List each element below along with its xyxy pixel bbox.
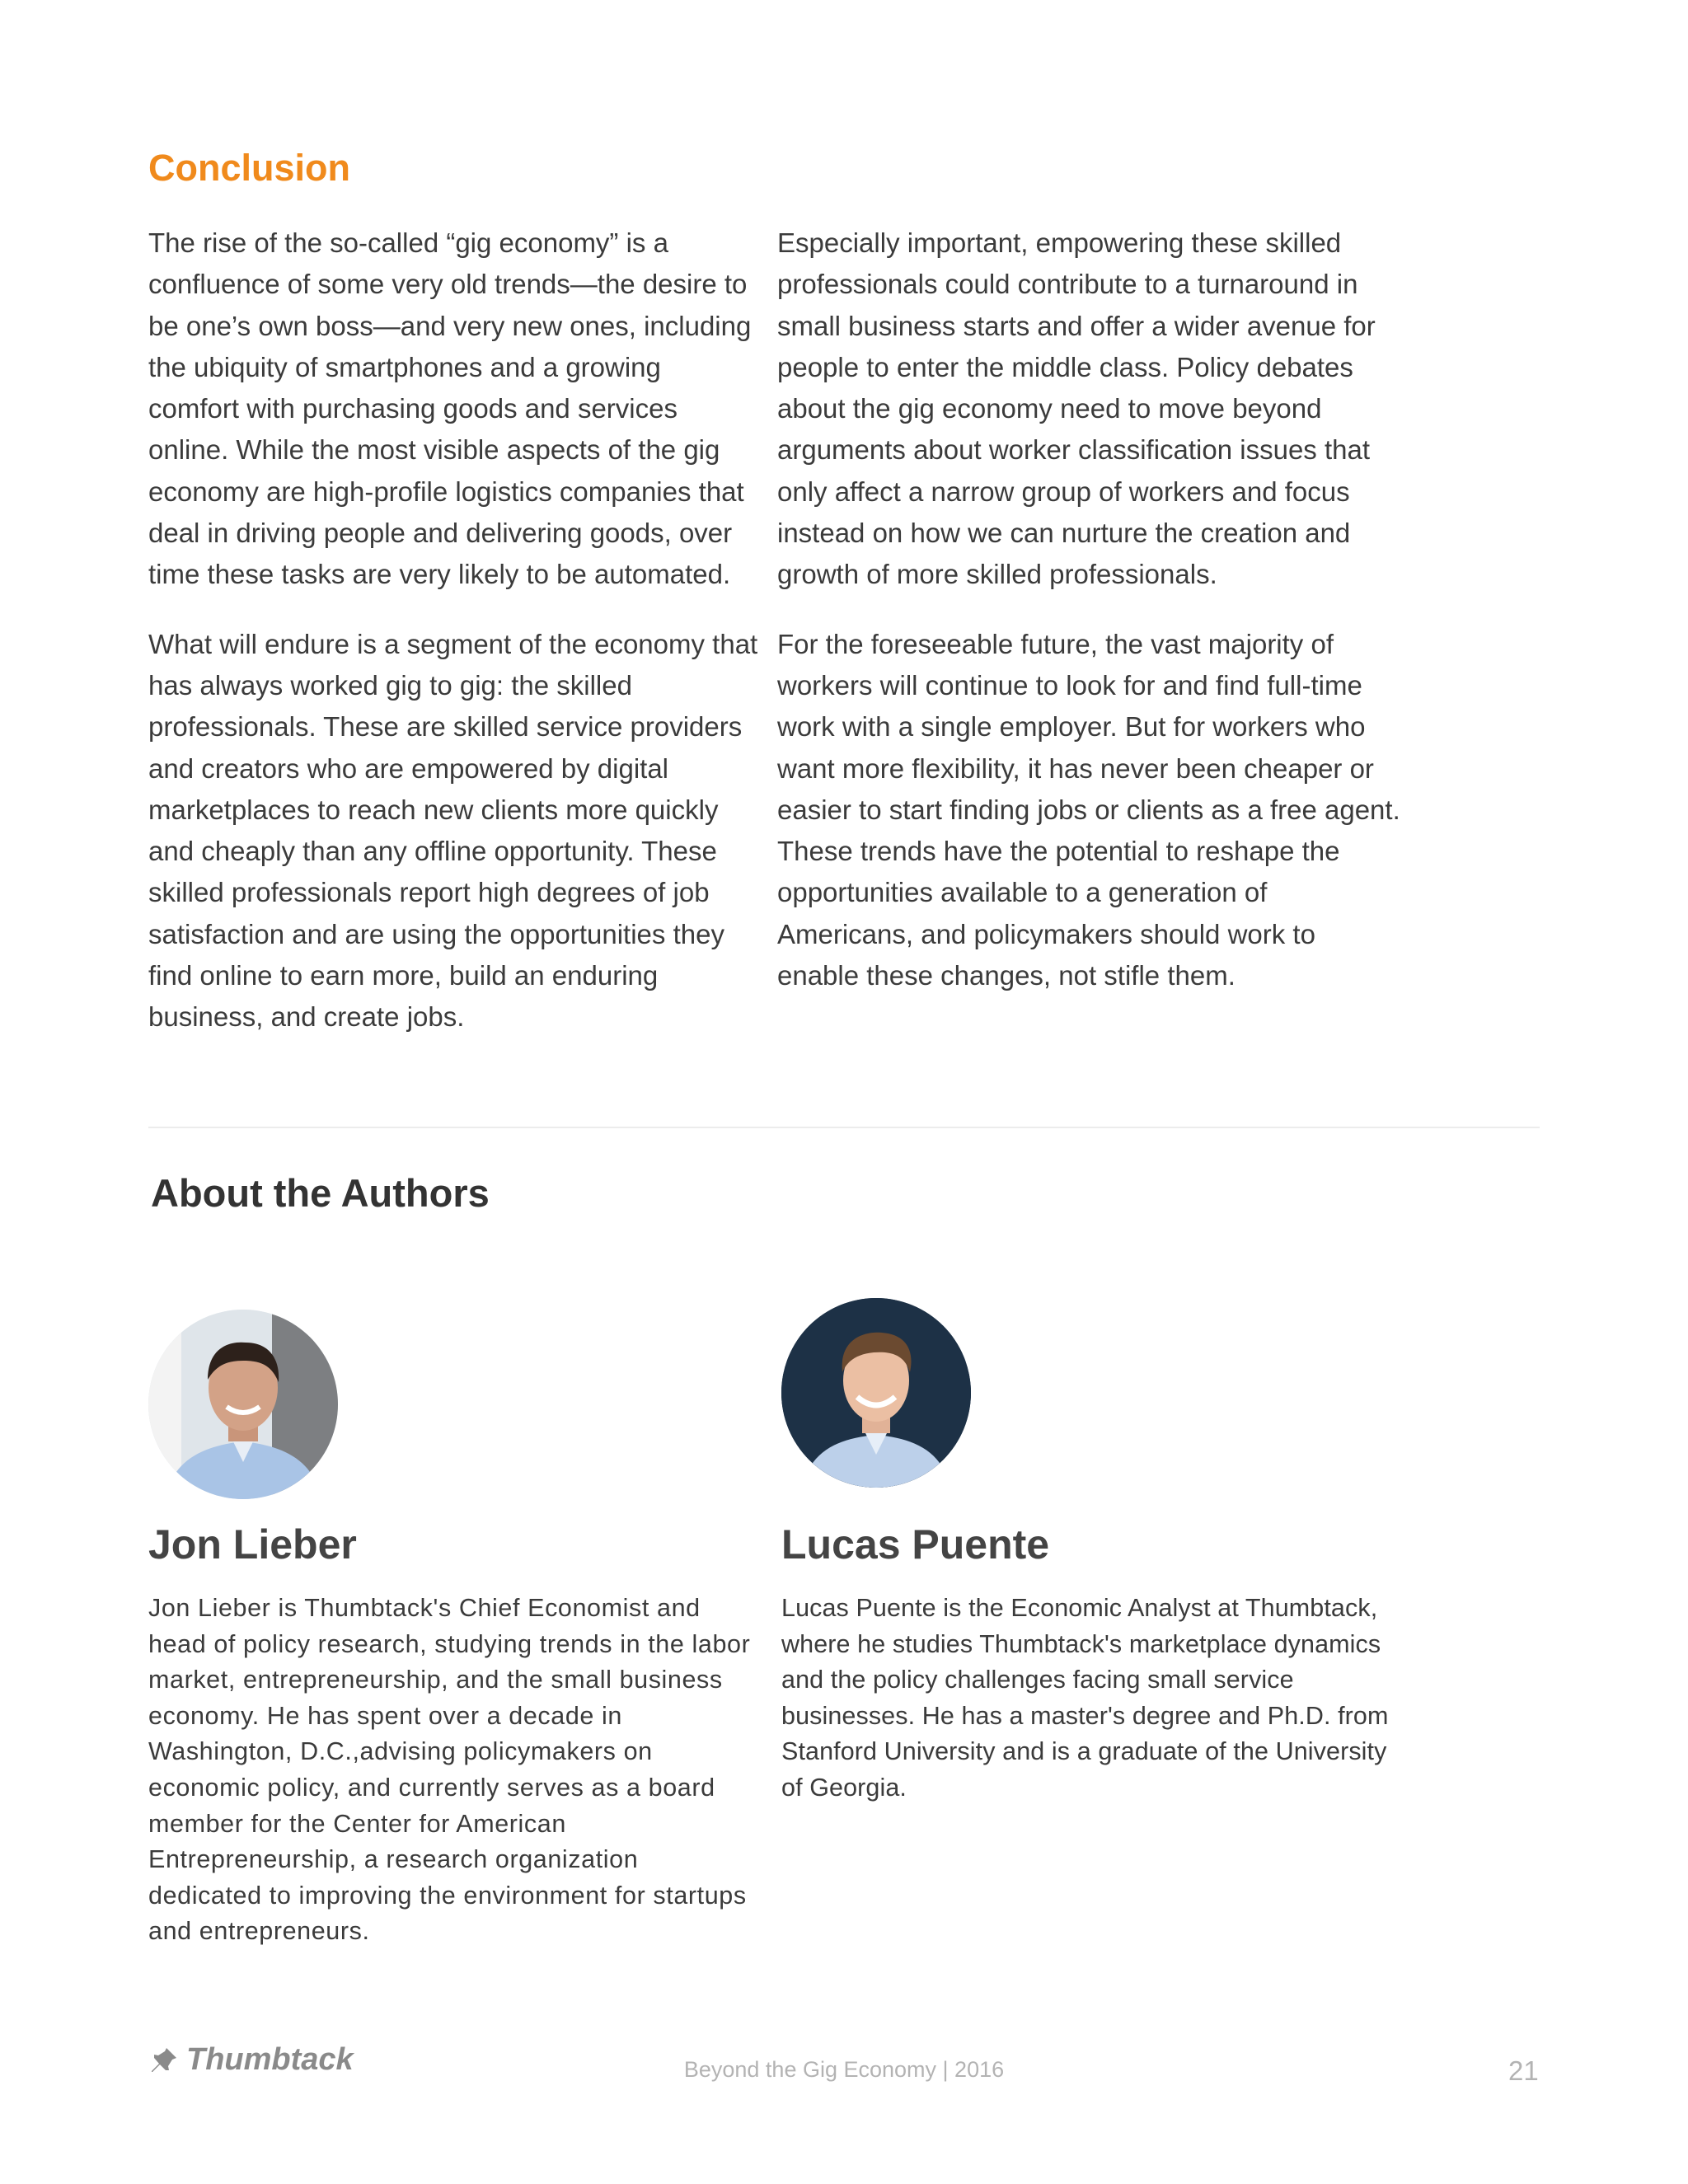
author-name: Lucas Puente: [781, 1521, 1050, 1568]
page-number: 21: [1508, 2055, 1539, 2086]
author-photo-icon: [148, 1310, 338, 1499]
about-authors-heading: About the Authors: [151, 1171, 490, 1215]
conclusion-heading: Conclusion: [148, 147, 350, 189]
author-bio: Lucas Puente is the Economic Analyst at Thumbtack, where he studies Thumbtack's marketplace dynamics and the policy challenges facing small service businesses. He has a master's degree and Ph.D. from Stanford University and is a graduate of the University of Georgia.: [781, 1594, 1389, 1802]
avatar: [781, 1298, 971, 1488]
logo-wordmark: Thumbtack: [186, 2042, 354, 2077]
author-card-lucas-puente: [781, 1298, 1391, 1802]
author-photo-icon: [781, 1298, 971, 1488]
footer-title: Beyond the Gig Economy | 2016: [683, 2057, 1005, 2082]
author-name: Jon Lieber: [148, 1521, 357, 1568]
avatar: [148, 1310, 338, 1499]
author-card-jon-lieber: [148, 1298, 758, 1946]
conclusion-left-column: [148, 223, 758, 1066]
conclusion-right-column: [777, 223, 1404, 1024]
conclusion-paragraph-2: What will endure is a segment of the economy that has always worked gig to gig: the skilled professionals. These are skilled service providers and creators who are empowered by digital marketplaces to reach new clients more quickly and cheaply than any offline opportunity. These skilled professionals report high degrees of job satisfaction and are using the opportunities they find online to earn more, build an enduring business, and create jobs.: [148, 628, 758, 1033]
author-bio: Jon Lieber is Thumbtack's Chief Economist and head of policy research, studying trends in the labor market, entrepreneurship, and the small business economy. He has spent over a decade in Washington, D.C.,advising policymakers on economic policy, and currently serves as a board member for the Center for American Entrepreneurship, a research organization dedicated to improving the environment for startups and entrepreneurs.: [148, 1594, 751, 1946]
section-divider: [148, 1127, 1540, 1128]
conclusion-paragraph-1: The rise of the so-called “gig economy” is a confluence of some very old trends—the desire to be one’s own boss—and very new ones, including the ubiquity of smartphones and a growing comfort with purchasing goods and services online. While the most visible aspects of the gig economy are high-profile logistics companies that deal in driving people and delivering goods, over time these tasks are very likely to be automated.: [148, 227, 752, 590]
conclusion-paragraph-4: For the foreseeable future, the vast majority of workers will continue to look for and find full-time work with a single employer. But for workers who want more flexibility, it has never been cheaper or easier to start finding jobs or clients as a free agent. These trends have the potential to reshape the opportunities available to a generation of Americans, and policymakers should work to enable these changes, not stifle them.: [777, 628, 1400, 991]
conclusion-paragraph-3: Especially important, empowering these skilled professionals could contribute to a turnaround in small business starts and offer a wider avenue for people to enter the middle class. Policy debates about the gig economy need to move beyond arguments about worker classification issues that only affect a narrow group of workers and focus instead on how we can nurture the creation and growth of more skilled professionals.: [777, 227, 1376, 590]
